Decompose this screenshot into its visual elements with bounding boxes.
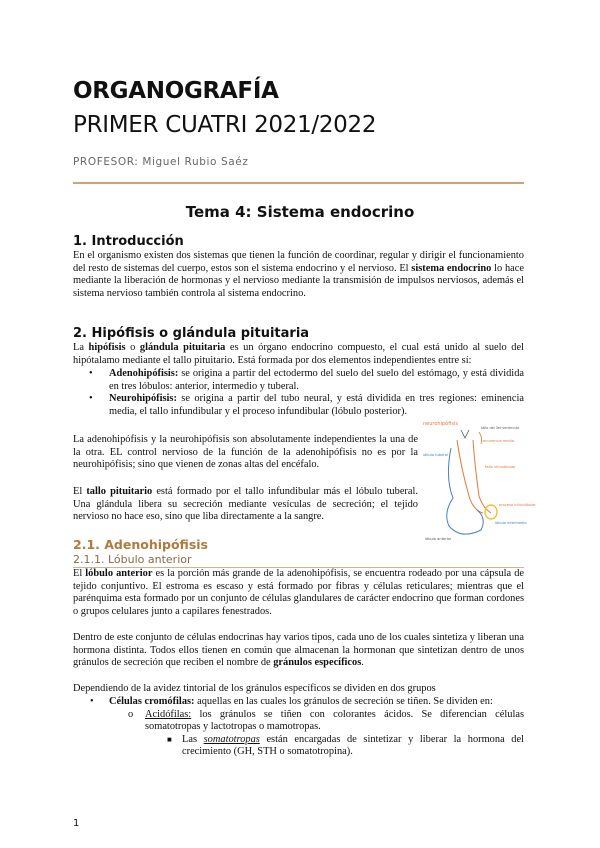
figure-proceso-infundibular: [485, 505, 497, 519]
figure-label-tallo-ventriculo: tallo del 3er ventrículo: [481, 426, 520, 430]
hypophysis-diagram: [421, 418, 536, 546]
intro-paragraph: En el organismo existen dos sistemas que tienen la función de coordinar, regular y dirigir el funcionamiento del resto de sistemas del cuerpo, estos son el sistema endocrino y el nervioso. El sistema endocrino lo hace mediante la liberación de hormonas y el nervioso mediante la transmisión de impulsos nerviosos, además el sistema nervioso también controla al sistema endocrino.: [73, 250, 524, 299]
tallo-paragraph: El tallo pituitario está formado por el tallo infundibular más el lóbulo tuberal. Una glándula libera su secreción mediante vesículas de secreción; el tejido nervioso no hace eso, sino que liba directamente a la sangre.: [73, 486, 418, 523]
subsubsection-heading-lobulo-anterior: 2.1.1. Lóbulo anterior: [73, 553, 192, 566]
subsection-heading-adenohipofisis: 2.1. Adenohipófisis: [73, 537, 208, 552]
lobulo-anterior-paragraph: El lóbulo anterior es la porción más grande de la adenohipófisis, se encuentra rodeado por una cápsula de tejido conjuntivo. El estroma es escaso y está formado por fibras y células reticulares; mientras que el parénquima esta formado por un conjunto de células glandulares de carácter endocrino que forman cordones o grupos celulares junto a capilares fenestrados.: [73, 568, 524, 617]
bullet-neurohipofisis: • Neurohipófisis: se origina a partir del tubo neural, y está dividida en tres regiones: eminencia media, el tallo infundibular y el proceso infundibular (lóbulo posterior).: [89, 393, 524, 417]
bullet-adenohipofisis: • Adenohipófisis: se origina a partir del ectodermo del suelo del suelo del estómago, y está dividida en tres lóbulos: anterior, intermedio y tuberal.: [89, 368, 524, 392]
figure-label-anterior: lóbulo anterior: [425, 537, 452, 541]
figure-eminence-arrow: [479, 432, 482, 444]
professor-line: PROFESOR: Miguel Rubio Saéz: [73, 156, 249, 168]
figure-label-eminencia: eminencia media: [483, 439, 514, 443]
hipofisis-paragraph: La hipófisis o glándula pituitaria es un órgano endocrino compuesto, el cual está unido al suelo del hipótalamo mediante el tallo pituitario. Está formada por dos elementos independientes entre sí:: [73, 342, 524, 366]
tinctorial-paragraph: Dependiendo de la avidez tintorial de los gránulos específicos se dividen en dos grupos: [73, 683, 436, 694]
hipofisis-bullet-list: [73, 368, 524, 418]
independence-paragraph: La adenohipófisis y la neurohipófisis son absolutamente independientes la una de la otra. EL control nervioso de la función de la adenohipófisis no es por la neurohipófisis; sino que vienen de zonas altas del encéfalo.: [73, 434, 418, 471]
topic-title: Tema 4: Sistema endocrino: [185, 203, 415, 221]
endocrine-cells-paragraph: Dentro de este conjunto de células endocrinas hay varios tipos, cada uno de los cuales sintetiza y liberan una hormona distinta. Todos ellos tienen en común que almacenan la hormonan que sintetizan dentro de unos gránulos de secreción que reciben el nombre de gránulos específicos.: [73, 632, 524, 669]
document-title: ORGANOGRAFÍA: [73, 78, 279, 104]
section-heading-hipofisis: 2. Hipófisis o glándula pituitaria: [73, 326, 310, 341]
cromofilas-list: [73, 696, 524, 759]
list-item-cromofilas: • Células cromófilas: aquellas en las cuales los gránulos de secreción se tiñen. Se dividen en:: [90, 696, 493, 707]
figure-ventricle-mark: [461, 430, 469, 438]
figure-label-proceso: proceso infundibular: [499, 503, 536, 507]
page-number: 1: [73, 818, 80, 829]
figure-label-intermedio: lóbulo intermedio: [495, 521, 527, 525]
document-subtitle: PRIMER CUATRI 2021/2022: [73, 112, 377, 138]
section-heading-introduccion: 1. Introducción: [73, 234, 184, 249]
list-item-somatotropas: ■ Las somatotropas están encargadas de sintetizar y liberar la hormona del crecimiento (GH, STH o somatotropina).: [167, 733, 524, 758]
header-divider: [73, 182, 524, 184]
figure-tallo-outline-right: [473, 440, 491, 513]
list-item-acidofilas: o Acidófilas: los gránulos se tiñen con colorantes ácidos. Se diferencian células somatotropas y lactotropas o mamotropas.: [128, 708, 524, 733]
figure-label-lobulo-tuberal: lóbulo tuberal: [423, 453, 448, 457]
figure-label-tallo: tallo infundibular: [485, 465, 516, 469]
figure-tallo-outline: [457, 440, 483, 513]
figure-adenohipofisis-outline: [447, 448, 484, 534]
figure-label-neurohipofisis: neurohipófisis: [423, 421, 458, 427]
